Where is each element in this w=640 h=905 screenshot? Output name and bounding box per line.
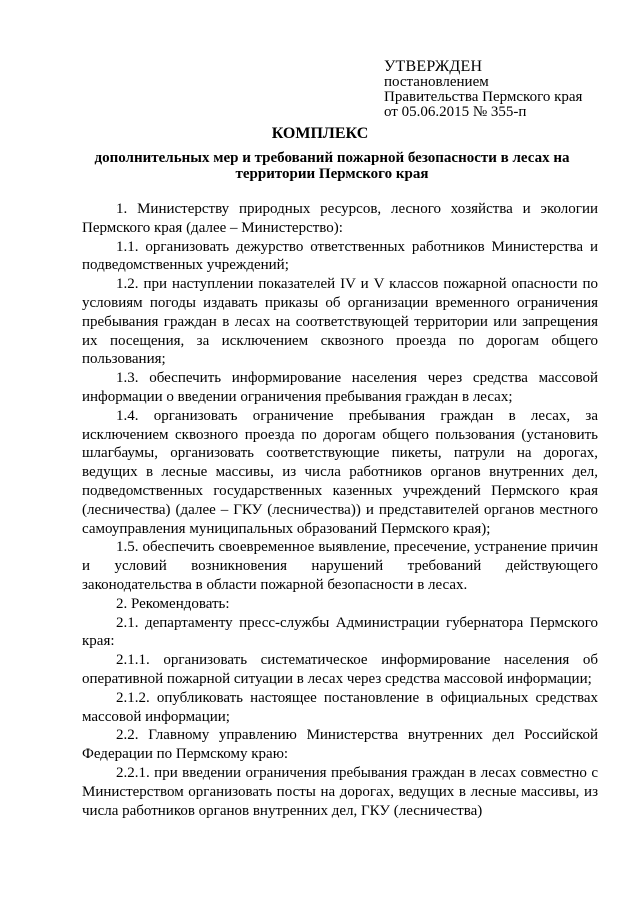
paragraph: 2.2.1. при введении ограничения пребывания граждан в лесах совместно с Министерством организовать посты на дорогах, ведущих в лесные массивы, из числа работников органов внутренних дел, ГКУ (лесничества) <box>82 764 598 819</box>
paragraph: 2.1. департаменту пресс-службы Администрации губернатора Пермского края: <box>82 614 598 650</box>
paragraph: 1.4. организовать ограничение пребывания граждан в лесах, за исключением сквозного проезда по дорогам общего пользования (установить шлагбаумы, организовать соответствующие пикеты, патрули на дорогах, ведущих в лесные массивы, из числа работников органов внутренних дел, подведомственных государственных казенных учреждений Пермского края (лесничества) (далее – ГКУ (лесничества)) и представителей органов местного самоуправления муниципальных образований Пермского края); <box>82 407 598 537</box>
paragraph: 2.1.1. организовать систематическое информирование населения об оперативной пожарной ситуации в лесах через средства массовой информации; <box>82 652 598 687</box>
document-subtitle: дополнительных мер и требований пожарной безопасности в лесах на территории Пермского края <box>94 150 570 182</box>
paragraph: 1.2. при наступлении показателей IV и V классов пожарной опасности по условиям погоды издавать приказы об организации временного ограничения пребывания граждан в лесах на соответствующей территории или запрещения их посещения, за исключением сквозного проезда по дорогам общего пользования; <box>82 276 598 368</box>
paragraph: 2. Рекомендовать: <box>116 595 230 612</box>
paragraph: 1.3. обеспечить информирование населения через средства массовой информации о введении ограничения пребывания граждан в лесах; <box>82 370 598 405</box>
approval-line: постановлением <box>384 74 489 90</box>
approval-title: УТВЕРЖДЕН <box>384 58 483 75</box>
paragraph: 2.2. Главному управлению Министерства внутренних дел Российской Федерации по Пермскому краю: <box>82 727 598 763</box>
document-body <box>82 200 598 820</box>
paragraph: 1.1. организовать дежурство ответственных работников Министерства и подведомственных учреждений; <box>82 238 598 274</box>
approval-date: от 05.06.2015 № 355-п <box>384 104 527 120</box>
document-title: КОМПЛЕКС <box>271 125 369 142</box>
paragraph: 1. Министерству природных ресурсов, лесного хозяйства и экологии Пермского края (далее – Министерство): <box>82 201 598 236</box>
approval-line: Правительства Пермского края <box>384 89 583 105</box>
paragraph: 2.1.2. опубликовать настоящее постановление в официальных средствах массовой информации; <box>82 689 598 725</box>
approval-stamp <box>384 58 624 120</box>
paragraph: 1.5. обеспечить своевременное выявление, пресечение, устранение причин и условий возникновения нарушений требований действующего законодательства в области пожарной безопасности в лесах. <box>82 539 598 593</box>
